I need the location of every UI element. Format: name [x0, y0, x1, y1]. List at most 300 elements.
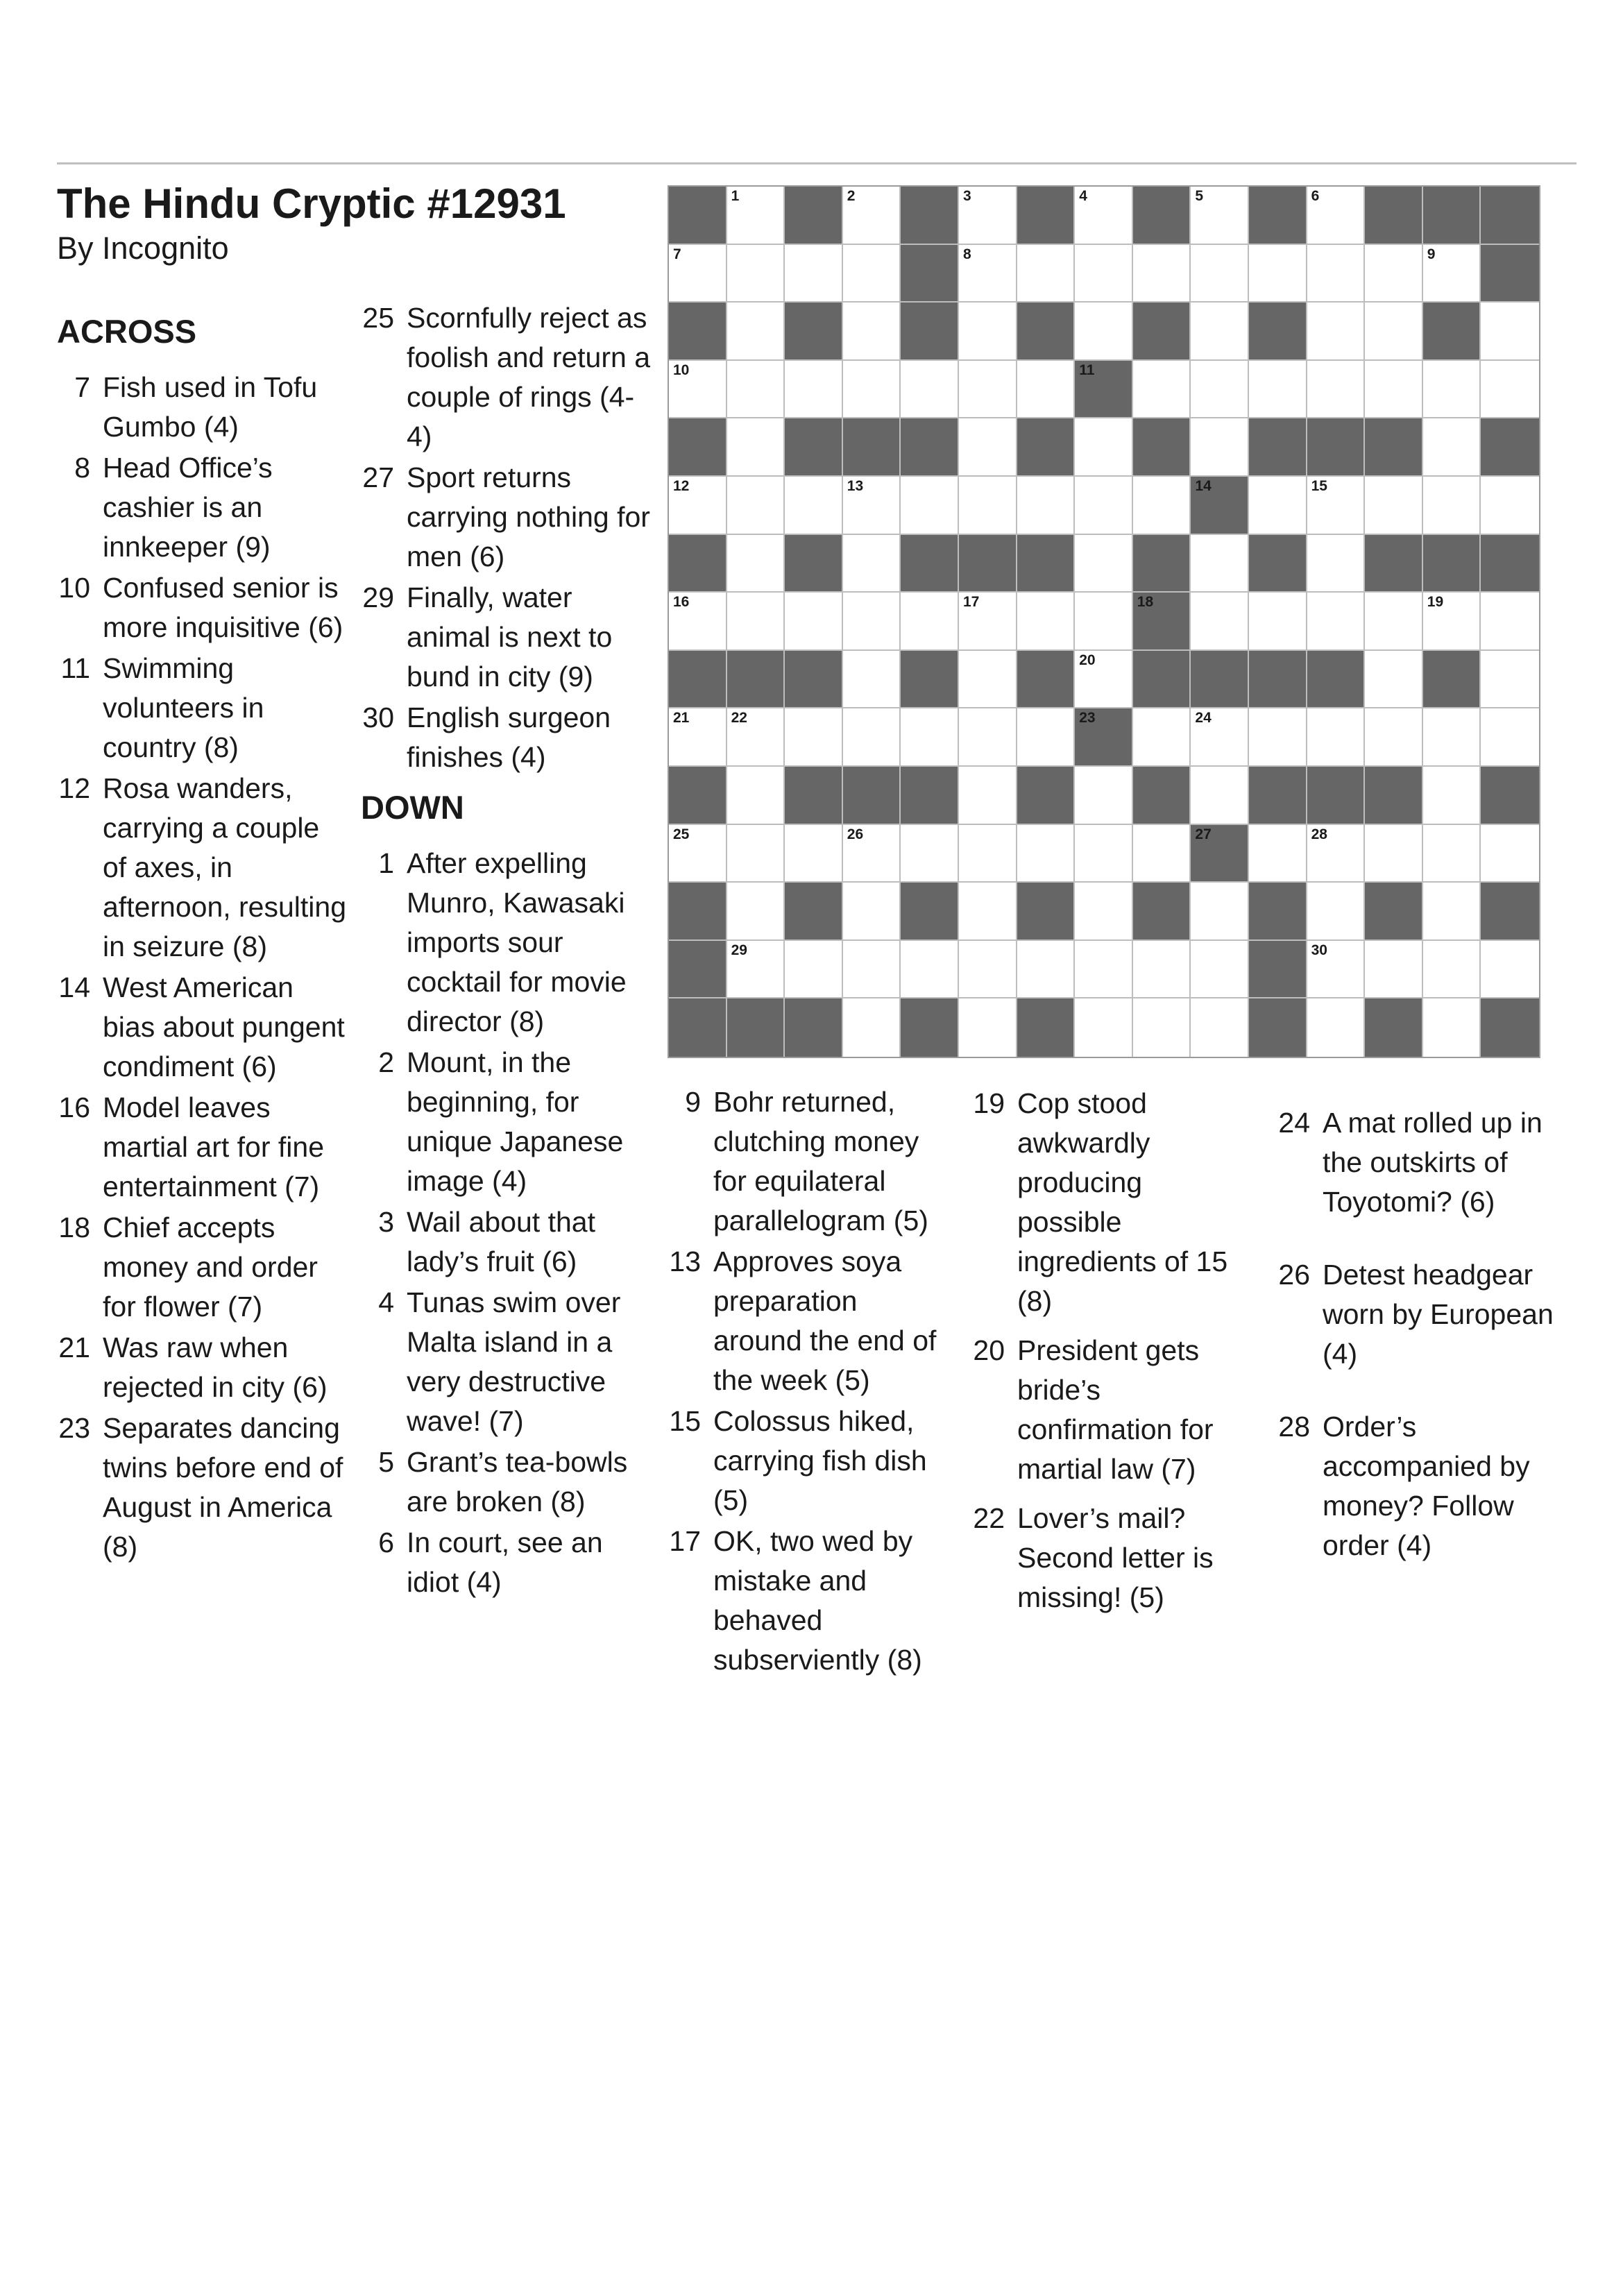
- clue-number: 19: [973, 1087, 1005, 1119]
- grid-cell[interactable]: [727, 245, 785, 303]
- clue-text: Wail about that lady’s fruit (6): [407, 1206, 595, 1277]
- grid-cell[interactable]: [1481, 361, 1539, 419]
- clue-number: 29: [362, 581, 394, 613]
- grid-cell[interactable]: [843, 651, 901, 709]
- cell-number: 5: [1195, 188, 1204, 204]
- clue-across-27: [361, 458, 652, 577]
- black-square: [1017, 187, 1076, 245]
- clue-number: 3: [378, 1206, 394, 1238]
- grid-cell[interactable]: [1017, 593, 1076, 651]
- grid-cell[interactable]: [1191, 998, 1249, 1057]
- grid-cell[interactable]: [1365, 361, 1423, 419]
- grid-cell[interactable]: [1249, 708, 1307, 767]
- black-square: [1481, 767, 1539, 825]
- grid-cell[interactable]: [669, 245, 727, 303]
- clue-down-5: [361, 1443, 652, 1522]
- grid-cell[interactable]: [669, 825, 727, 883]
- grid-cell[interactable]: [1075, 477, 1133, 535]
- grid-cell[interactable]: [1133, 361, 1191, 419]
- grid-cell[interactable]: [1423, 708, 1481, 767]
- clue-number: 22: [973, 1502, 1005, 1534]
- grid-cell[interactable]: [1307, 361, 1366, 419]
- grid-cell[interactable]: [785, 593, 843, 651]
- grid-cell[interactable]: [901, 941, 959, 999]
- clue-number: 26: [1278, 1259, 1310, 1291]
- black-square: [1133, 303, 1191, 361]
- cell-number: 21: [673, 710, 690, 726]
- black-square: [785, 535, 843, 593]
- black-square: [1133, 883, 1191, 941]
- grid-cell[interactable]: [1365, 477, 1423, 535]
- cell-number: 4: [1079, 188, 1087, 204]
- clue-text: Grant’s tea-bowls are broken (8): [407, 1446, 628, 1517]
- down-clues-column-3: [668, 1082, 945, 1681]
- grid-cell[interactable]: [1307, 477, 1366, 535]
- grid-cell[interactable]: [959, 708, 1017, 767]
- grid-cell[interactable]: [1365, 708, 1423, 767]
- grid-cell[interactable]: [1075, 767, 1133, 825]
- grid-cell[interactable]: [1191, 245, 1249, 303]
- grid-cell[interactable]: [843, 477, 901, 535]
- grid-cell[interactable]: [1191, 883, 1249, 941]
- grid-cell[interactable]: [1075, 825, 1133, 883]
- black-square: [785, 651, 843, 709]
- grid-cell[interactable]: [901, 361, 959, 419]
- grid-cell[interactable]: [959, 303, 1017, 361]
- cell-number: 2: [847, 188, 856, 204]
- clue-across-21: [57, 1328, 348, 1407]
- grid-cell[interactable]: [1423, 477, 1481, 535]
- cell-number: 7: [673, 246, 681, 262]
- grid-cell[interactable]: [1481, 708, 1539, 767]
- cell-number: 13: [847, 477, 864, 494]
- grid-cell[interactable]: [1191, 187, 1249, 245]
- clue-text: Fish used in Tofu Gumbo (4): [103, 371, 318, 443]
- grid-cell[interactable]: [727, 303, 785, 361]
- grid-cell[interactable]: [1075, 651, 1133, 709]
- grid-cell[interactable]: [1423, 941, 1481, 999]
- black-square: [1133, 187, 1191, 245]
- grid-cell[interactable]: [785, 245, 843, 303]
- clue-text: Confused senior is more inquisitive (6): [103, 572, 343, 643]
- grid-cell[interactable]: [1365, 941, 1423, 999]
- grid-cell[interactable]: [1249, 477, 1307, 535]
- cell-number: 25: [673, 826, 690, 842]
- grid-cell[interactable]: [785, 941, 843, 999]
- clue-text: OK, two wed by mistake and behaved subserviently (8): [713, 1525, 922, 1676]
- grid-cell[interactable]: [1191, 303, 1249, 361]
- black-square: [901, 883, 959, 941]
- black-square: [1423, 651, 1481, 709]
- cell-number: 20: [1079, 652, 1096, 668]
- grid-cell[interactable]: [959, 651, 1017, 709]
- black-square: [785, 767, 843, 825]
- grid-cell[interactable]: [1191, 708, 1249, 767]
- black-square: [1307, 767, 1366, 825]
- grid-cell[interactable]: [1017, 708, 1076, 767]
- black-square: [669, 303, 727, 361]
- grid-cell[interactable]: [843, 825, 901, 883]
- grid-cell[interactable]: [1075, 303, 1133, 361]
- clue-number: 9: [685, 1086, 701, 1118]
- clue-number: 21: [58, 1332, 90, 1363]
- black-square: [1481, 187, 1539, 245]
- cell-number: 15: [1311, 477, 1327, 494]
- grid-cell[interactable]: [959, 187, 1017, 245]
- black-square: [1133, 767, 1191, 825]
- grid-cell[interactable]: [1423, 998, 1481, 1057]
- grid-cell[interactable]: [1075, 998, 1133, 1057]
- grid-cell[interactable]: [1133, 998, 1191, 1057]
- grid-cell[interactable]: [843, 883, 901, 941]
- grid-cell[interactable]: [1307, 825, 1366, 883]
- clue-down-6: [361, 1523, 652, 1602]
- grid-cell[interactable]: [1307, 883, 1366, 941]
- grid-cell[interactable]: [1133, 708, 1191, 767]
- grid-cell[interactable]: [901, 825, 959, 883]
- cell-number: 10: [673, 362, 690, 378]
- grid-cell[interactable]: [1307, 593, 1366, 651]
- black-square: [1249, 187, 1307, 245]
- grid-cell[interactable]: [1075, 187, 1133, 245]
- clue-number: 6: [378, 1527, 394, 1558]
- black-square: [1365, 767, 1423, 825]
- grid-cell[interactable]: [785, 477, 843, 535]
- black-square: [669, 998, 727, 1057]
- clue-number: 8: [74, 452, 90, 484]
- black-square: [1423, 535, 1481, 593]
- grid-cell[interactable]: [1423, 825, 1481, 883]
- clue-across-29: [361, 578, 652, 697]
- grid-cell[interactable]: [1423, 883, 1481, 941]
- grid-cell[interactable]: [1075, 535, 1133, 593]
- black-square: [785, 418, 843, 477]
- black-square: [1249, 303, 1307, 361]
- clue-across-23: [57, 1409, 348, 1567]
- grid-cell[interactable]: [727, 418, 785, 477]
- clue-text: Chief accepts money and order for flower (7): [103, 1211, 318, 1323]
- grid-cell[interactable]: [1075, 941, 1133, 999]
- grid-cell[interactable]: [843, 708, 901, 767]
- grid-cell[interactable]: [727, 883, 785, 941]
- grid-cell[interactable]: [843, 303, 901, 361]
- black-square: [1017, 651, 1076, 709]
- grid-cell[interactable]: [669, 361, 727, 419]
- clue-text: President gets bride’s confirmation for martial law (7): [1017, 1334, 1214, 1485]
- grid-cell[interactable]: [1249, 245, 1307, 303]
- grid-cell[interactable]: [1307, 941, 1366, 999]
- grid-cell[interactable]: [1307, 535, 1366, 593]
- black-square: [1191, 651, 1249, 709]
- black-square: [727, 998, 785, 1057]
- grid-cell[interactable]: [959, 883, 1017, 941]
- grid-cell[interactable]: [1191, 535, 1249, 593]
- down-clues-column-4: [971, 1084, 1249, 1627]
- clue-number: 30: [362, 701, 394, 733]
- grid-cell[interactable]: [1481, 651, 1539, 709]
- grid-cell[interactable]: [1365, 593, 1423, 651]
- grid-cell[interactable]: [1365, 303, 1423, 361]
- clue-number: 25: [362, 302, 394, 334]
- grid-cell[interactable]: [1191, 941, 1249, 999]
- grid-cell[interactable]: [1307, 303, 1366, 361]
- grid-cell[interactable]: [1017, 825, 1076, 883]
- black-square: [785, 883, 843, 941]
- clue-number: 1: [378, 847, 394, 879]
- top-rule: [57, 162, 1577, 164]
- clue-across-10: [57, 568, 348, 647]
- clue-text: Rosa wanders, carrying a couple of axes, in afternoon, resulting in seizure (8): [103, 772, 347, 962]
- clue-text: Was raw when rejected in city (6): [103, 1332, 328, 1403]
- black-square: [1365, 535, 1423, 593]
- grid-cell[interactable]: [1075, 245, 1133, 303]
- clue-across-8: [57, 448, 348, 567]
- grid-cell[interactable]: [1017, 477, 1076, 535]
- clue-text: A mat rolled up in the outskirts of Toyotomi? (6): [1323, 1107, 1543, 1218]
- clue-across-7: [57, 368, 348, 447]
- grid-cell[interactable]: [1249, 361, 1307, 419]
- grid-cell[interactable]: [843, 187, 901, 245]
- black-square: [785, 187, 843, 245]
- grid-cell[interactable]: [1075, 883, 1133, 941]
- grid-cell[interactable]: [1365, 825, 1423, 883]
- black-square: [1017, 418, 1076, 477]
- black-square: [1133, 535, 1191, 593]
- clue-down-19: [971, 1084, 1249, 1321]
- clue-number: 14: [58, 971, 90, 1003]
- grid-cell[interactable]: [727, 708, 785, 767]
- grid-cell[interactable]: [1191, 767, 1249, 825]
- grid-cell[interactable]: [901, 593, 959, 651]
- clue-number: 16: [58, 1091, 90, 1123]
- grid-cell[interactable]: [1133, 477, 1191, 535]
- clue-down-9: [668, 1082, 945, 1241]
- grid-cell[interactable]: [785, 825, 843, 883]
- clue-down-22: [971, 1499, 1249, 1617]
- clue-across-25: [361, 298, 652, 457]
- grid-cell[interactable]: [959, 361, 1017, 419]
- black-square: [669, 418, 727, 477]
- black-square: [1249, 883, 1307, 941]
- grid-cell[interactable]: [1133, 941, 1191, 999]
- across-clues-column-1: [57, 311, 348, 1568]
- clue-text: West American bias about pungent condiment (6): [103, 971, 345, 1082]
- black-square: [959, 535, 1017, 593]
- grid-cell[interactable]: [727, 361, 785, 419]
- cell-number: 23: [1079, 710, 1096, 726]
- grid-cell[interactable]: [669, 708, 727, 767]
- black-square: [1133, 418, 1191, 477]
- clues-column-2: [361, 298, 652, 1604]
- clue-text: Lover’s mail? Second letter is missing! (5): [1017, 1502, 1214, 1613]
- clue-number: 27: [362, 461, 394, 493]
- grid-cell[interactable]: [1423, 593, 1481, 651]
- clue-text: Sport returns carrying nothing for men (6): [407, 461, 650, 572]
- grid-cell[interactable]: [959, 418, 1017, 477]
- cell-number: 6: [1311, 188, 1320, 204]
- grid-cell[interactable]: [1191, 361, 1249, 419]
- black-square: [1423, 303, 1481, 361]
- black-square: [1307, 418, 1366, 477]
- black-square: [1017, 303, 1076, 361]
- grid-cell[interactable]: [785, 361, 843, 419]
- grid-cell[interactable]: [1249, 593, 1307, 651]
- clue-number: 10: [58, 572, 90, 604]
- cell-number: 30: [1311, 942, 1327, 958]
- black-square: [1365, 418, 1423, 477]
- grid-cell[interactable]: [1307, 708, 1366, 767]
- grid-cell[interactable]: [1075, 418, 1133, 477]
- grid-cell[interactable]: [901, 477, 959, 535]
- down-heading: DOWN: [361, 789, 464, 826]
- grid-cell[interactable]: [785, 708, 843, 767]
- clue-number: 18: [58, 1211, 90, 1243]
- clue-number: 12: [58, 772, 90, 804]
- grid-cell[interactable]: [901, 708, 959, 767]
- clue-text: Detest headgear worn by European (4): [1323, 1259, 1554, 1370]
- grid-cell[interactable]: [1017, 941, 1076, 999]
- black-square: [1017, 883, 1076, 941]
- grid-cell[interactable]: [959, 593, 1017, 651]
- black-square: [1017, 998, 1076, 1057]
- black-square: [1481, 418, 1539, 477]
- clue-text: Bohr returned, clutching money for equilateral parallelogram (5): [713, 1086, 928, 1236]
- black-square: [1481, 245, 1539, 303]
- clue-down-26: [1277, 1255, 1561, 1374]
- clue-text: Tunas swim over Malta island in a very destructive wave! (7): [407, 1286, 621, 1437]
- clue-number: 17: [669, 1525, 701, 1557]
- grid-cell[interactable]: [1017, 245, 1076, 303]
- grid-cell[interactable]: [959, 477, 1017, 535]
- black-square: [1249, 535, 1307, 593]
- grid-cell[interactable]: [1249, 825, 1307, 883]
- grid-cell[interactable]: [727, 187, 785, 245]
- grid-cell[interactable]: [1423, 418, 1481, 477]
- black-square: [1191, 825, 1249, 883]
- grid-cell[interactable]: [1017, 361, 1076, 419]
- grid-cell[interactable]: [1075, 593, 1133, 651]
- clue-across-16: [57, 1088, 348, 1207]
- grid-cell[interactable]: [959, 998, 1017, 1057]
- grid-cell[interactable]: [1481, 593, 1539, 651]
- grid-cell[interactable]: [843, 245, 901, 303]
- grid-cell[interactable]: [1191, 593, 1249, 651]
- grid-cell[interactable]: [843, 998, 901, 1057]
- clue-number: 4: [378, 1286, 394, 1318]
- black-square: [1481, 535, 1539, 593]
- clue-text: In court, see an idiot (4): [407, 1527, 603, 1598]
- clue-down-1: [361, 844, 652, 1041]
- grid-cell[interactable]: [1481, 825, 1539, 883]
- black-square: [843, 767, 901, 825]
- black-square: [1133, 651, 1191, 709]
- grid-cell[interactable]: [1365, 651, 1423, 709]
- clue-down-17: [668, 1522, 945, 1680]
- clue-number: 7: [74, 371, 90, 403]
- down-clues-column-5: [1277, 1103, 1561, 1599]
- grid-cell[interactable]: [1307, 187, 1366, 245]
- grid-cell[interactable]: [727, 941, 785, 999]
- clue-number: 23: [58, 1412, 90, 1444]
- clue-text: Scornfully reject as foolish and return a couple of rings (4-4): [407, 302, 651, 452]
- across-heading: ACROSS: [57, 313, 197, 350]
- grid-cell[interactable]: [959, 767, 1017, 825]
- grid-cell[interactable]: [727, 825, 785, 883]
- grid-cell[interactable]: [727, 535, 785, 593]
- clue-across-11: [57, 649, 348, 767]
- grid-cell[interactable]: [843, 535, 901, 593]
- clue-across-30: [361, 698, 652, 777]
- black-square: [669, 535, 727, 593]
- puzzle-title: The Hindu Cryptic #12931: [57, 180, 566, 227]
- black-square: [901, 245, 959, 303]
- grid-cell[interactable]: [1481, 941, 1539, 999]
- grid-cell[interactable]: [1307, 245, 1366, 303]
- grid-cell[interactable]: [843, 361, 901, 419]
- grid-cell[interactable]: [1133, 825, 1191, 883]
- cell-number: 14: [1195, 477, 1212, 494]
- black-square: [1075, 361, 1133, 419]
- grid-cell[interactable]: [1481, 477, 1539, 535]
- clue-text: Swimming volunteers in country (8): [103, 652, 264, 763]
- clue-across-18: [57, 1208, 348, 1327]
- puzzle-byline: By Incognito: [57, 230, 229, 266]
- cell-number: 28: [1311, 826, 1327, 842]
- black-square: [1133, 593, 1191, 651]
- clue-text: Model leaves martial art for fine entertainment (7): [103, 1091, 324, 1202]
- black-square: [901, 303, 959, 361]
- cell-number: 8: [962, 246, 971, 262]
- black-square: [1249, 651, 1307, 709]
- grid-cell[interactable]: [959, 825, 1017, 883]
- clue-number: 5: [378, 1446, 394, 1478]
- grid-cell[interactable]: [1481, 303, 1539, 361]
- grid-cell[interactable]: [959, 941, 1017, 999]
- black-square: [1423, 187, 1481, 245]
- grid-cell[interactable]: [1423, 767, 1481, 825]
- black-square: [1249, 418, 1307, 477]
- clue-text: Mount, in the beginning, for unique Japanese image (4): [407, 1046, 624, 1197]
- black-square: [785, 303, 843, 361]
- grid-cell[interactable]: [1133, 245, 1191, 303]
- clue-across-12: [57, 769, 348, 967]
- grid-cell[interactable]: [669, 477, 727, 535]
- grid-cell[interactable]: [843, 941, 901, 999]
- grid-cell[interactable]: [959, 245, 1017, 303]
- black-square: [901, 187, 959, 245]
- cell-number: 22: [731, 710, 747, 726]
- grid-cell[interactable]: [727, 477, 785, 535]
- grid-cell[interactable]: [1365, 245, 1423, 303]
- grid-cell[interactable]: [1307, 998, 1366, 1057]
- cell-number: 9: [1427, 246, 1436, 262]
- grid-cell[interactable]: [669, 593, 727, 651]
- grid-cell[interactable]: [1191, 418, 1249, 477]
- grid-cell[interactable]: [727, 593, 785, 651]
- clue-text: Head Office’s cashier is an innkeeper (9): [103, 452, 273, 563]
- grid-cell[interactable]: [1423, 361, 1481, 419]
- grid-cell[interactable]: [727, 767, 785, 825]
- clue-down-20: [971, 1331, 1249, 1489]
- black-square: [843, 418, 901, 477]
- grid-cell[interactable]: [843, 593, 901, 651]
- black-square: [669, 187, 727, 245]
- crossword-grid: [668, 185, 1540, 1058]
- black-square: [901, 998, 959, 1057]
- grid-cell[interactable]: [1423, 245, 1481, 303]
- black-square: [1249, 767, 1307, 825]
- cell-number: 1: [731, 188, 740, 204]
